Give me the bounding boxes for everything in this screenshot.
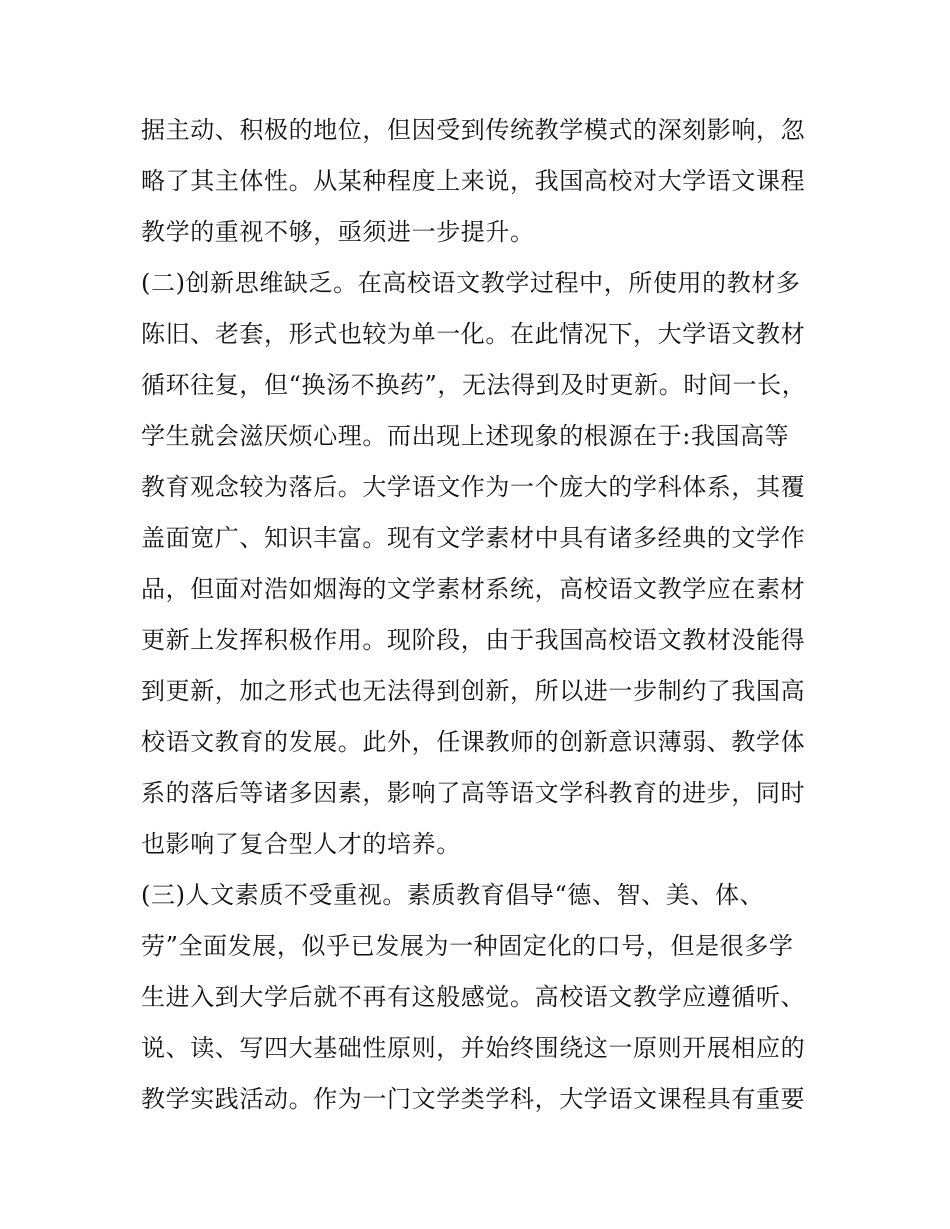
text-line: 说、读、写四大基础性原则，并始终围绕这一原则开展相应的 xyxy=(141,1034,806,1062)
text-line: 循环往复，但“换汤不换药”，无法得到及时更新。时间一长， xyxy=(141,371,807,399)
text-line: 略了其主体性。从某种程度上来说，我国高校对大学语文课程 xyxy=(141,167,806,195)
text-line: 学生就会滋厌烦心理。而出现上述现象的根源在于:我国高等 xyxy=(141,422,790,450)
text-line: 教学实践活动。作为一门文学类学科，大学语文课程具有重要 xyxy=(141,1085,806,1113)
text-line: 更新上发挥积极作用。现阶段，由于我国高校语文教材没能得 xyxy=(141,626,806,654)
text-line: 系的落后等诸多因素，影响了高等语文学科教育的进步，同时 xyxy=(141,779,806,807)
text-line: 据主动、积极的地位，但因受到传统教学模式的深刻影响，忽 xyxy=(141,116,806,144)
text-line: 也影响了复合型人才的培养。 xyxy=(141,830,461,858)
text-line: 生进入到大学后就不再有这般感觉。高校语文教学应遵循听、 xyxy=(141,983,806,1011)
text-line: 到更新，加之形式也无法得到创新，所以进一步制约了我国高 xyxy=(141,677,806,705)
text-line: 教学的重视不够，亟须进一步提升。 xyxy=(141,218,535,246)
body-text xyxy=(141,110,821,1130)
text-line: 盖面宽广、知识丰富。现有文学素材中具有诸多经典的文学作 xyxy=(141,524,806,552)
text-line: 教育观念较为落后。大学语文作为一个庞大的学科体系，其覆 xyxy=(141,473,806,501)
text-line: 校语文教育的发展。此外，任课教师的创新意识薄弱、教学体 xyxy=(141,728,806,756)
text-line: 陈旧、老套，形式也较为单一化。在此情况下，大学语文教材 xyxy=(141,320,806,348)
section-heading-line: (三)人文素质不受重视。素质教育倡导“德、智、美、体、 xyxy=(141,881,765,909)
section-heading-line: (二)创新思维缺乏。在高校语文教学过程中，所使用的教材多 xyxy=(141,269,801,297)
text-line: 品，但面对浩如烟海的文学素材系统，高校语文教学应在素材 xyxy=(141,575,806,603)
text-line: 劳”全面发展，似乎已发展为一种固定化的口号，但是很多学 xyxy=(141,932,794,960)
